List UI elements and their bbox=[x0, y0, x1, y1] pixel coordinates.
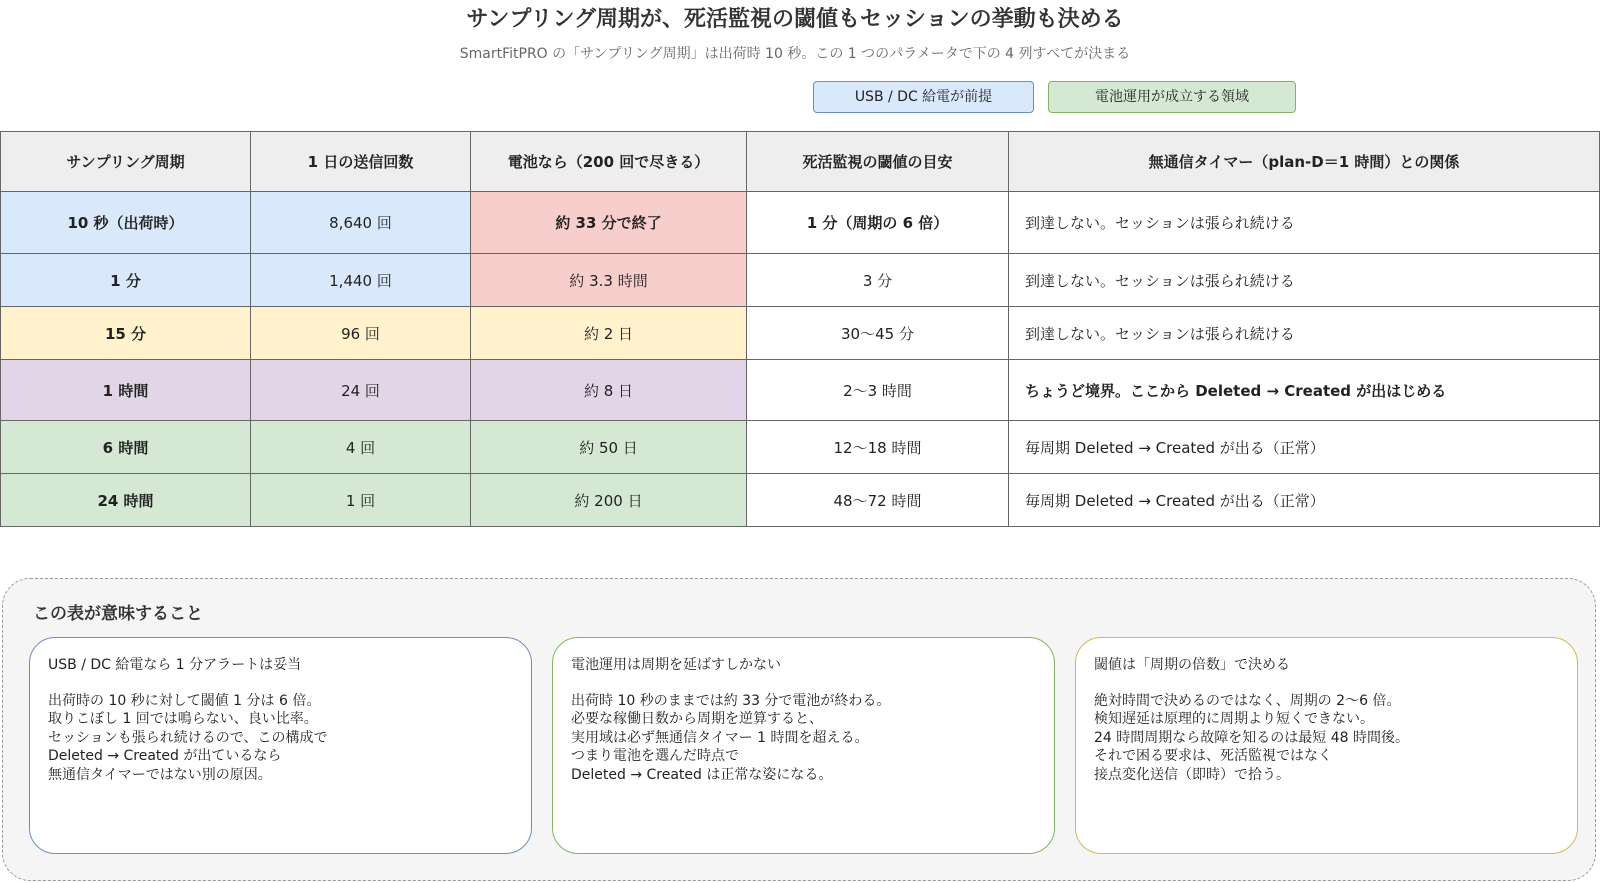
cell-period: 1 時間 bbox=[1, 360, 251, 421]
cell-battery: 約 8 日 bbox=[471, 360, 747, 421]
table-row bbox=[1, 474, 1600, 527]
cell-battery: 約 3.3 時間 bbox=[471, 254, 747, 307]
cell-relation: 到達しない。セッションは張られ続ける bbox=[1009, 254, 1600, 307]
meaning-panel bbox=[2, 578, 1596, 881]
card-line: 出荷時の 10 秒に対して閾値 1 分は 6 倍。 bbox=[48, 692, 321, 709]
header-threshold: 死活監視の閾値の目安 bbox=[747, 132, 1009, 192]
cell-daily-sends: 8,640 回 bbox=[251, 192, 471, 254]
card-heading: USB / DC 給電なら 1 分アラートは妥当 bbox=[48, 657, 302, 673]
table-header-row bbox=[1, 132, 1600, 192]
cell-threshold: 30〜45 分 bbox=[747, 307, 1009, 360]
cell-threshold: 1 分（周期の 6 倍） bbox=[747, 192, 1009, 254]
card-line: セッションも張られ続けるので、この構成で bbox=[48, 729, 328, 746]
meaning-card-threshold bbox=[1075, 637, 1578, 854]
table-row bbox=[1, 254, 1600, 307]
cell-daily-sends: 4 回 bbox=[251, 421, 471, 474]
cell-period: 15 分 bbox=[1, 307, 251, 360]
card-line: Deleted → Created が出ているなら bbox=[48, 748, 282, 764]
card-line: 検知遅延は原理的に周期より短くできない。 bbox=[1094, 711, 1374, 727]
card-line: Deleted → Created は正常な姿になる。 bbox=[571, 766, 833, 783]
meaning-title: この表が意味すること bbox=[33, 604, 203, 624]
header-timer-relation: 無通信タイマー（plan-D＝1 時間）との関係 bbox=[1009, 132, 1600, 192]
cell-relation: 到達しない。セッションは張られ続ける bbox=[1009, 307, 1600, 360]
cell-daily-sends: 24 回 bbox=[251, 360, 471, 421]
cell-period: 1 分 bbox=[1, 254, 251, 307]
meaning-card-battery bbox=[552, 637, 1055, 854]
card-heading: 閾値は「周期の倍数」で決める bbox=[1094, 657, 1290, 673]
header-sampling-period: サンプリング周期 bbox=[1, 132, 251, 192]
header-battery-life: 電池なら（200 回で尽きる） bbox=[471, 132, 747, 192]
cell-threshold: 48〜72 時間 bbox=[747, 474, 1009, 527]
cell-period: 24 時間 bbox=[1, 474, 251, 527]
legend-usb-dc: USB / DC 給電が前提 bbox=[813, 81, 1034, 113]
cell-battery: 約 50 日 bbox=[471, 421, 747, 474]
cell-period: 10 秒（出荷時） bbox=[1, 192, 251, 254]
card-line: 必要な稼働日数から周期を逆算すると、 bbox=[571, 711, 823, 727]
legend-battery: 電池運用が成立する領域 bbox=[1048, 81, 1296, 113]
table-row bbox=[1, 192, 1600, 254]
card-line: 24 時間周期なら故障を知るのは最短 48 時間後。 bbox=[1094, 729, 1409, 746]
cell-relation: 到達しない。セッションは張られ続ける bbox=[1009, 192, 1600, 254]
cell-battery: 約 33 分で終了 bbox=[471, 192, 747, 254]
cell-period: 6 時間 bbox=[1, 421, 251, 474]
table-row bbox=[1, 307, 1600, 360]
card-line: つまり電池を選んだ時点で bbox=[571, 748, 739, 764]
card-line: それで困る要求は、死活監視ではなく bbox=[1094, 748, 1332, 764]
card-line: 出荷時 10 秒のままでは約 33 分で電池が終わる。 bbox=[571, 692, 891, 709]
table-row bbox=[1, 421, 1600, 474]
cell-daily-sends: 1,440 回 bbox=[251, 254, 471, 307]
card-heading: 電池運用は周期を延ばすしかない bbox=[571, 657, 781, 673]
cell-daily-sends: 1 回 bbox=[251, 474, 471, 527]
cell-threshold: 3 分 bbox=[747, 254, 1009, 307]
cell-relation: ちょうど境界。ここから Deleted → Created が出はじめる bbox=[1009, 360, 1600, 421]
cell-relation: 毎周期 Deleted → Created が出る（正常） bbox=[1009, 421, 1600, 474]
card-line: 接点変化送信（即時）で拾う。 bbox=[1094, 766, 1290, 783]
page-subtitle: SmartFitPRO の「サンプリング周期」は出荷時 10 秒。この 1 つのパラメータで下の 4 列すべてが決まる bbox=[459, 46, 1131, 62]
cell-relation: 毎周期 Deleted → Created が出る（正常） bbox=[1009, 474, 1600, 527]
card-line: 無通信タイマーではない別の原因。 bbox=[48, 766, 272, 783]
sampling-table bbox=[0, 131, 1600, 527]
cell-battery: 約 2 日 bbox=[471, 307, 747, 360]
cell-battery: 約 200 日 bbox=[471, 474, 747, 527]
meaning-card-usb bbox=[29, 637, 532, 854]
card-line: 実用域は必ず無通信タイマー 1 時間を超える。 bbox=[571, 729, 869, 746]
header-daily-sends: 1 日の送信回数 bbox=[251, 132, 471, 192]
page-title: サンプリング周期が、死活監視の閾値もセッションの挙動も決める bbox=[466, 7, 1124, 32]
card-line: 絶対時間で決めるのではなく、周期の 2〜6 倍。 bbox=[1094, 692, 1401, 709]
cell-threshold: 2〜3 時間 bbox=[747, 360, 1009, 421]
cell-threshold: 12〜18 時間 bbox=[747, 421, 1009, 474]
table-row bbox=[1, 360, 1600, 421]
cell-daily-sends: 96 回 bbox=[251, 307, 471, 360]
card-line: 取りこぼし 1 回では鳴らない、良い比率。 bbox=[48, 711, 318, 727]
